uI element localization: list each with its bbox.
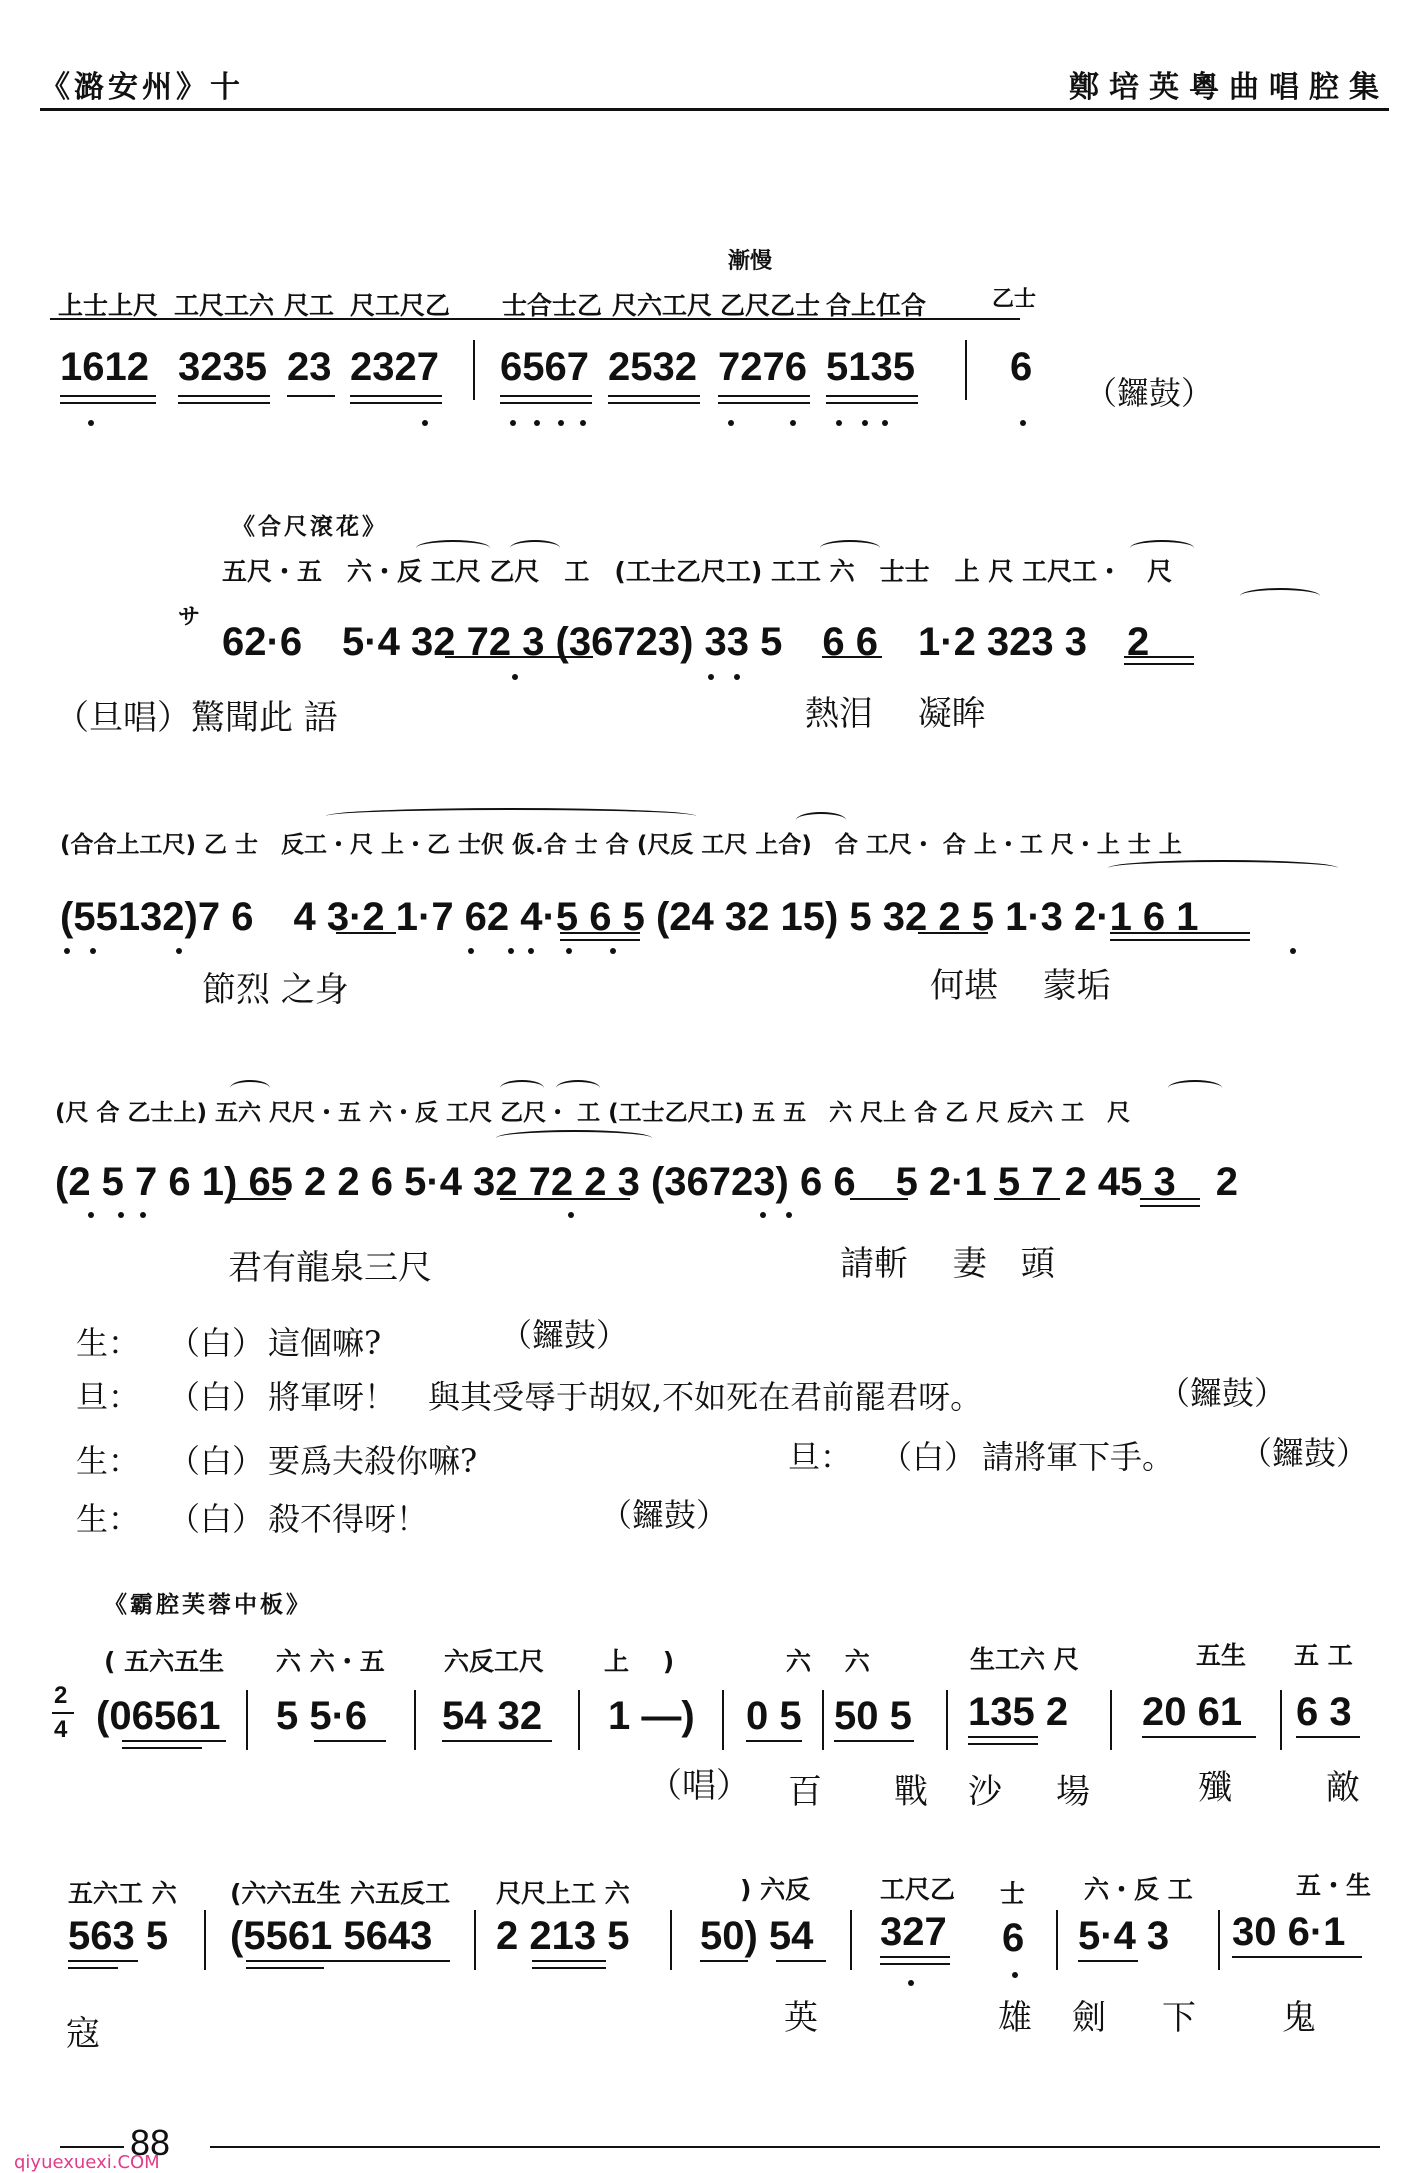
piece-title: 《潞安州》十	[40, 70, 244, 105]
gongche-6e: 工尺乙	[880, 1875, 956, 1904]
watermark: qiyuexuexi.COM	[14, 2152, 160, 2173]
header-rule	[40, 108, 1389, 111]
beam	[500, 395, 592, 397]
gongche-1f: 尺六工尺	[612, 291, 713, 320]
beam	[350, 395, 442, 397]
low-dot	[1290, 948, 1296, 954]
low-dot	[64, 948, 70, 954]
beam	[500, 1198, 630, 1200]
low-dot	[88, 1212, 94, 1218]
beam	[560, 932, 640, 934]
beam	[60, 402, 156, 404]
gongche-1h: 合上仜合	[826, 291, 927, 320]
dialogue-text: 要爲夫殺你嘛?	[268, 1442, 478, 1480]
gong-drum-note: （鑼鼓）	[1085, 374, 1214, 412]
numeral-5b: 5 5·6	[276, 1694, 368, 1738]
beam	[336, 932, 396, 934]
beam	[1110, 932, 1250, 934]
dialogue-note: （鑼鼓）	[600, 1496, 729, 1534]
gongche-1e: 士合士乙	[502, 291, 603, 320]
gongche-line-4: (尺 合 乙士上) 五六 尺尺・五 六・反 工尺 乙尺・ 工 (工士乙尺工) 五 五 六 尺上 合 乙 尺 反六 工 尺	[55, 1100, 1131, 1126]
beam	[718, 402, 810, 404]
tempo-mark: 漸慢	[728, 249, 773, 274]
gongche-5g: 五生	[1196, 1641, 1247, 1670]
barline	[414, 1690, 416, 1750]
low-dot	[728, 420, 734, 426]
numeral-1g: 7276	[718, 345, 807, 389]
beam	[700, 1960, 748, 1962]
dialogue-role: 旦：	[76, 1378, 141, 1416]
numeral-6g: 5·4 3	[1078, 1914, 1170, 1958]
gongche-6c: 尺尺上工 六	[496, 1879, 630, 1908]
barline	[670, 1910, 672, 1970]
lyric-5-1: 百	[788, 1772, 822, 1812]
beam	[968, 1736, 1038, 1738]
low-dot	[908, 1980, 914, 1986]
lyric-6-3: 雄	[998, 1998, 1032, 2038]
slur	[556, 1080, 600, 1096]
beam	[608, 402, 700, 404]
numeral-6h: 30 6·1	[1232, 1910, 1346, 1954]
beam	[994, 1198, 1060, 1200]
dialogue-type: （白）	[168, 1378, 265, 1416]
beam	[178, 402, 270, 404]
slur	[496, 1130, 652, 1146]
beam	[532, 1967, 606, 1969]
beam	[442, 1740, 552, 1742]
gongche-line-2: 五尺・五 六・反 工尺 乙尺 工 (工士乙尺工) 工工 六 士士 上 尺 工尺工・ 尺	[222, 557, 1173, 586]
numeral-5a: (06561	[96, 1694, 221, 1738]
barline	[822, 1690, 824, 1750]
gongche-1a: 上士上尺	[58, 291, 159, 320]
dialogue-note: （鑼鼓）	[1158, 1374, 1287, 1412]
numeral-5e: 0 5	[746, 1694, 802, 1738]
low-dot	[1012, 1972, 1018, 1978]
beam	[1142, 1736, 1256, 1738]
numeral-5i: 6 3	[1296, 1690, 1352, 1734]
lyric-6-1: 寇	[66, 2014, 100, 2054]
low-dot	[882, 420, 888, 426]
beam	[718, 395, 810, 397]
beam	[1140, 1198, 1200, 1200]
slur	[230, 1080, 270, 1096]
numeral-5g: 135 2	[968, 1690, 1069, 1734]
dialogue-note: （鑼鼓）	[500, 1316, 629, 1354]
numeral-6d: 50) 54	[700, 1914, 814, 1958]
numeral-1e: 6567	[500, 345, 589, 389]
book-title: 鄭培英粵曲唱腔集	[1069, 70, 1389, 105]
low-dot	[610, 948, 616, 954]
gongche-5c: 六反工尺	[444, 1647, 545, 1676]
low-dot	[836, 420, 842, 426]
dialogue-text: 將軍呀！ 與其受辱于胡奴,不如死在君前罷君呀。	[268, 1378, 983, 1416]
beam	[834, 1740, 914, 1742]
beam	[1078, 1960, 1138, 1962]
barline	[850, 1910, 852, 1970]
gongche-1i: 乙士	[992, 287, 1037, 312]
numeral-6c: 2 213 5	[496, 1914, 630, 1958]
low-dot	[510, 420, 516, 426]
time-sig-top: 2	[54, 1682, 68, 1709]
beam	[500, 402, 592, 404]
slur	[500, 1080, 544, 1096]
beam	[822, 656, 882, 658]
numeral-6b: (5561 5643	[230, 1914, 433, 1958]
beam	[826, 395, 918, 397]
numeral-5h: 20 61	[1142, 1690, 1243, 1734]
gongche-underline-1	[50, 318, 1020, 320]
lyric-6-5: 下	[1162, 1998, 1196, 2038]
gongche-5e: 六 六	[786, 1647, 870, 1676]
numeral-1b: 3235	[178, 345, 267, 389]
beam	[246, 1967, 324, 1969]
gongche-6a: 五六工 六	[68, 1879, 177, 1908]
beam	[880, 1963, 950, 1965]
low-dot	[580, 420, 586, 426]
lyric-5-2: 戰	[894, 1772, 928, 1812]
dialogue-type: （白）	[168, 1324, 265, 1362]
dialogue-role: 旦：	[788, 1438, 853, 1476]
dialogue-role: 生：	[76, 1500, 141, 1538]
low-dot	[790, 420, 796, 426]
barline	[1110, 1690, 1112, 1750]
low-dot	[760, 1212, 766, 1218]
gongche-5a: ( 五六五生	[104, 1647, 225, 1676]
gongche-5h: 五 工	[1294, 1641, 1353, 1670]
page-number: 88	[130, 2122, 171, 2163]
lyric-4a: 君有龍泉三尺	[228, 1248, 432, 1288]
gongche-5f: 生工六 尺	[970, 1645, 1079, 1674]
slur	[1240, 588, 1320, 604]
beam	[608, 395, 700, 397]
time-sig-line	[52, 1712, 74, 1714]
barline	[965, 340, 967, 400]
beam	[68, 1967, 118, 1969]
low-dot	[558, 420, 564, 426]
low-dot	[140, 1212, 146, 1218]
dialogue-note: （鑼鼓）	[1240, 1434, 1369, 1472]
gongche-6h: 五・生	[1296, 1871, 1372, 1900]
dialogue-type: （白）	[880, 1438, 977, 1476]
low-dot	[468, 948, 474, 954]
slur	[326, 808, 696, 824]
lyric-3a: 節烈 之身	[202, 970, 349, 1010]
numeral-5f: 50 5	[834, 1694, 912, 1738]
gongche-1g: 乙尺乙士	[720, 291, 821, 320]
footer-rule-right	[210, 2146, 1380, 2148]
low-dot	[88, 420, 94, 426]
low-dot	[786, 1212, 792, 1218]
dialogue-role: 生：	[76, 1324, 141, 1362]
numeral-line-3: (55132)7 6 4 3·2 1·7 62 4·5 6 5 (24 32 15) 5 32 2 5 1·3 2·1 6 1	[60, 895, 1199, 939]
gongche-1b: 工尺工六	[174, 291, 275, 320]
lyric-3b: 何堪 蒙垢	[930, 966, 1111, 1006]
beam	[1232, 1956, 1362, 1958]
beam	[246, 1960, 450, 1962]
lyric-2a: （旦唱）驚聞此 語	[55, 698, 338, 738]
beam	[826, 402, 918, 404]
barline	[1218, 1910, 1220, 1970]
beam	[314, 1740, 386, 1742]
slur	[1108, 860, 1338, 876]
dialogue-text: 請將軍下手。	[982, 1438, 1175, 1476]
dialogue-role: 生：	[76, 1442, 141, 1480]
beam	[776, 1960, 826, 1962]
gongche-1c: 尺工	[284, 291, 335, 320]
lyric-2b: 熱泪 凝眸	[805, 694, 986, 734]
low-dot	[118, 1212, 124, 1218]
low-dot	[534, 420, 540, 426]
tune-label-2: 《霸腔芙蓉中板》	[104, 1591, 312, 1618]
barline	[1056, 1910, 1058, 1970]
gongche-line-3: (合合上工尺) 乙 士 反工・尺 上・乙 士伬 仮.合 士 合 (尺反 工尺 上合) 合 工尺・ 合 上・工 尺・上 士 上	[60, 832, 1182, 858]
numeral-1c: 23	[287, 345, 332, 389]
beam	[918, 932, 988, 934]
slur	[820, 540, 880, 556]
gongche-6g: 六・反 工	[1084, 1875, 1193, 1904]
low-dot	[566, 948, 572, 954]
slur	[416, 540, 490, 556]
beam	[1296, 1736, 1360, 1738]
lyric-6-2: 英	[784, 1998, 818, 2038]
beam	[850, 1198, 908, 1200]
numeral-5c: 54 32	[442, 1694, 543, 1738]
slur	[510, 540, 560, 556]
beam	[1124, 656, 1194, 658]
barline	[1280, 1690, 1282, 1750]
low-dot	[568, 1212, 574, 1218]
slur	[796, 812, 846, 828]
low-dot	[708, 674, 714, 680]
low-dot	[862, 420, 868, 426]
slur	[1168, 1080, 1222, 1096]
low-dot	[528, 948, 534, 954]
time-sig-bottom: 4	[54, 1716, 68, 1743]
tune-label-1: 《合尺滾花》	[232, 513, 388, 540]
dialogue-type: （白）	[168, 1442, 265, 1480]
numeral-6f: 6	[1002, 1916, 1025, 1960]
dialogue-type: （白）	[168, 1500, 265, 1538]
gongche-1d: 尺工尺乙	[350, 291, 451, 320]
gongche-6f: 士	[1000, 1879, 1026, 1908]
beam	[1140, 1205, 1200, 1207]
numeral-line-4: (2 5 7 6 1) 65 2 2 6 5·4 32 72 2 3 (36723) 6 6 5 2·1 5 7 2 45 3 2	[55, 1160, 1239, 1204]
gongche-6b: (六六五生 六五反工	[230, 1879, 451, 1908]
dialogue-text: 殺不得呀！	[268, 1500, 429, 1538]
beam	[178, 395, 270, 397]
lyric-4b: 請斬 妻 頭	[840, 1244, 1055, 1284]
barline	[722, 1690, 724, 1750]
beam	[532, 1960, 606, 1962]
numeral-1h: 5135	[826, 345, 915, 389]
low-dot	[422, 420, 428, 426]
beam	[122, 1747, 202, 1749]
numeral-6a: 563 5	[68, 1914, 169, 1958]
gongche-5d: 上 )	[604, 1647, 675, 1676]
numeral-1d: 2327	[350, 345, 439, 389]
low-dot	[1020, 420, 1026, 426]
lyric-5-3: 沙	[968, 1772, 1002, 1812]
beam	[350, 402, 442, 404]
sanban-mark: サ	[178, 605, 201, 630]
footer-rule-left	[60, 2146, 124, 2148]
low-dot	[734, 674, 740, 680]
numeral-1i: 6	[1010, 345, 1033, 389]
lyric-5-4: 場	[1056, 1772, 1090, 1812]
beam	[445, 656, 593, 658]
numeral-1a: 1612	[60, 345, 149, 389]
low-dot	[508, 948, 514, 954]
beam	[68, 1960, 138, 1962]
lyric-6-4: 劍	[1072, 1998, 1106, 2038]
lyric-6-6: 鬼	[1282, 1998, 1316, 2038]
beam	[232, 1198, 286, 1200]
low-dot	[512, 674, 518, 680]
barline	[578, 1690, 580, 1750]
barline	[246, 1690, 248, 1750]
barline	[204, 1910, 206, 1970]
barline	[473, 340, 475, 400]
low-dot	[90, 948, 96, 954]
beam	[746, 1740, 802, 1742]
gongche-5b: 六 六・五	[276, 1647, 385, 1676]
dialogue-text: 這個嘛?	[268, 1324, 382, 1362]
beam	[60, 395, 156, 397]
numeral-line-2: 62·6 5·4 32 72 3 (36723) 33 5 6 6 1·2 323 3 2	[222, 620, 1150, 664]
lyric-5-5: 殲	[1198, 1768, 1232, 1808]
beam	[560, 939, 640, 941]
low-dot	[176, 948, 182, 954]
lyric-5-6: 敵	[1326, 1768, 1360, 1808]
gongche-6d: ) 六反	[740, 1875, 811, 1904]
barline	[474, 1910, 476, 1970]
numeral-5d: 1 —)	[608, 1694, 695, 1738]
beam	[1110, 939, 1250, 941]
numeral-6e: 327	[880, 1910, 947, 1954]
beam	[1124, 663, 1194, 665]
lyric-5-sing: （唱）	[648, 1766, 750, 1806]
numeral-1f: 2532	[608, 345, 697, 389]
beam	[287, 395, 335, 397]
beam	[122, 1740, 226, 1742]
barline	[946, 1690, 948, 1750]
beam	[880, 1956, 950, 1958]
beam	[968, 1743, 1038, 1745]
slur	[1130, 540, 1194, 556]
